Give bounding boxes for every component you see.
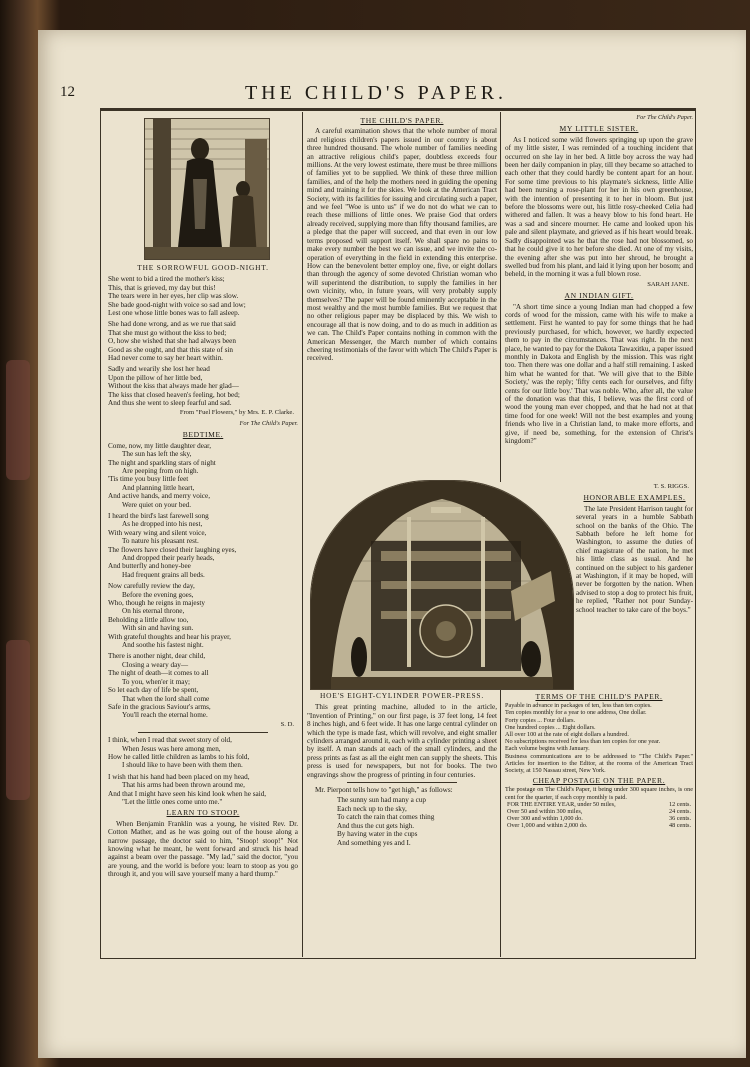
footer-rule xyxy=(100,958,696,959)
poem-line: So let each day of life be spent, xyxy=(108,686,199,695)
poem-line: And active hands, and merry voice, xyxy=(108,492,210,501)
poem-line: This, that is grieved, my day but this! xyxy=(108,283,216,292)
poem-line: And thus she went to sleep fearful and sad. xyxy=(108,399,232,408)
table-cell: Over 50 and within 300 miles, xyxy=(507,808,583,816)
poem-line: The sun has left the sky, xyxy=(122,450,192,459)
poem-line: And soothe his fastest night. xyxy=(122,641,204,650)
table-cell: 48 cents. xyxy=(669,822,691,830)
terms-line: Payable in advance in packages of ten, less than ten copies. xyxy=(505,702,652,710)
poem-line: And thus the cut gets high. xyxy=(337,821,415,830)
poem-bedtime xyxy=(108,442,298,720)
poem-line: Had never come to say her heart within. xyxy=(108,354,223,363)
header-rule xyxy=(100,110,696,111)
poem-line: And something yes and I. xyxy=(337,838,411,847)
table-row xyxy=(505,801,693,808)
table-cell: FOR THE ENTIRE YEAR, under 50 miles, xyxy=(507,800,616,808)
poem-line: I heard the bird's last farewell song xyxy=(108,511,209,520)
terms-box xyxy=(505,690,693,956)
poem-line: By having water in the cups xyxy=(337,830,418,839)
poem-line: On his eternal throne, xyxy=(122,607,185,616)
poem-line: She had done wrong, and as we rue that said xyxy=(108,320,236,329)
right-border xyxy=(695,110,696,958)
poem-line: I wish that his hand had been placed on my head, xyxy=(108,772,250,781)
middle-column-bottom xyxy=(307,690,497,956)
column-rule xyxy=(302,112,303,957)
poem-line: To catch the rain that comes thing xyxy=(337,813,435,822)
poem-line: To you, when'er it may; xyxy=(122,677,191,686)
terms-heading: TERMS OF THE CHILD'S PAPER. xyxy=(535,692,663,701)
terms-line: Each volume begins with January. xyxy=(505,745,590,753)
left-border xyxy=(100,110,101,958)
column-rule xyxy=(500,690,501,957)
binding-wear xyxy=(6,640,30,800)
poem-line: Sadly and wearily she lost her head xyxy=(108,365,210,374)
page-title: THE CHILD'S PAPER. xyxy=(244,82,508,104)
poem-line: Now carefully review the day, xyxy=(108,582,195,591)
honorable-examples-text: The late President Harrison taught for several years in a humble Sabbath school on the banks of the Ohio. The Sabbath before he left home for Washington, to assume the duties of chief magistrate of the nation, he met his little class as usual. And he continued on the subject to his gardener at Washington, if it may be hoped, will never be forgotten by the nation. When advised to stop a dog to protect his fruit, he replied, "Rather not pour Sunday-school teacher to take care of the boys." xyxy=(576,504,693,614)
article-signature: SARAH JANE. xyxy=(647,280,689,288)
poem-line: I think, when I read that sweet story of old, xyxy=(108,736,232,745)
table-cell: 36 cents. xyxy=(669,815,691,823)
poem-line: She went to bid a tired the mother's kiss; xyxy=(108,275,225,284)
learn-to-stoop-text: When Benjamin Franklin was a young, he visited Rev. Dr. Cotton Mather, and as he was going out of the house along a narrow passage, the doctor said to him, "Stoop! stoop!" Not knowing what he meant, he went forward and struck his head against a beam over the passage. "My lad," said the doctor, "you are young, and the world is before you: learn to stoop as you go through it, and you will save yourself many a hard thump." xyxy=(108,819,298,879)
terms-line: No subscriptions received for less than ten copies for one year. xyxy=(505,738,661,746)
poem-line: And dropped their pearly heads, xyxy=(122,554,215,562)
terms-line: Ten copies monthly for a year to one address, One dollar. xyxy=(505,709,647,717)
left-column xyxy=(108,262,298,956)
poem-line: How he called little children as lambs to his fold, xyxy=(108,752,250,761)
postage-heading: CHEAP POSTAGE ON THE PAPER. xyxy=(532,776,666,786)
credit-line: For The Child's Paper. xyxy=(239,419,298,427)
poem-line: Lest one whose little bones was to fall asleep. xyxy=(108,309,240,318)
poem-line: The tears were in her eyes, her clip was slow. xyxy=(108,292,239,301)
poem-line: The sunny sun had many a cup xyxy=(337,796,427,805)
bedtime-heading: BEDTIME. xyxy=(182,430,224,440)
poem-source: From "Fuel Flowers," by Mrs. E. P. Clarke. xyxy=(179,408,294,416)
poem-line: The flowers have closed their laughing eyes, xyxy=(108,545,237,554)
power-press-engraving xyxy=(310,480,574,690)
right-column-top xyxy=(505,114,693,480)
pierpont-intro: Mr. Pierpont tells how to "get high," as follows: xyxy=(315,786,453,795)
pierpont-verse xyxy=(307,796,497,846)
poem-line: She bade good-night with voice so sad and low; xyxy=(108,300,246,309)
table-row xyxy=(505,815,693,822)
poem-line: The night of death—it comes to all xyxy=(108,669,209,678)
page-header xyxy=(60,84,692,106)
sorrowful-goodnight-engraving xyxy=(144,118,270,260)
right-column-wrap xyxy=(576,482,693,688)
table-cell: Over 300 and within 1,000 do. xyxy=(507,815,583,823)
engraving-caption: THE SORROWFUL GOOD-NIGHT. xyxy=(137,263,269,272)
poem-line: As he dropped into his nest, xyxy=(122,520,203,529)
my-little-sister-text: As I noticed some wild flowers springing up upon the grave of my little sister, I was reminded of a touching incident that occurred on she lay in her bed. A little boy across the way had been her daily companion in play, till they became so attached to each other that they could hardly be content apart for an hour. For some time previous to his playmate's sickness, little Allie had been nursing a rose-plant for her in his own greenhouse, with the intention of presenting it to her in bloom. But just before the blossoms were out, his little rosy-cheeked Celia had withered and fallen. It was a heavy blow to his fond heart. He was a sad and sincere mourner. He came and looked upon his pale and silent playmate, and grieved as if his heart would break. Sadly disappointed was he that the rose had not blossomed, so that he could give it to her before she died. At one of my visits, the evening after she was put into her shroud, he brought a swelled bud from his plant, and laid it lying upon her bosom; and beheld, in the morning it was a full blown rose. xyxy=(505,135,693,279)
table-row xyxy=(505,822,693,829)
postage-intro: The postage on The Child's Paper, it being under 300 square inches, is one cent for the quarter, if each copy monthly is paid. xyxy=(505,786,693,801)
column-rule xyxy=(500,112,501,482)
poem-line: And planning little heart, xyxy=(122,483,195,492)
table-cell: 12 cents. xyxy=(669,800,691,808)
terms-line: All over 100 at the rate of eight dollars a hundred. xyxy=(505,731,629,739)
poem-line: 'Tis time you busy little feet xyxy=(108,475,189,484)
childs-paper-heading: THE CHILD'S PAPER. xyxy=(360,116,444,125)
poem-line: Without the kiss that always made her glad— xyxy=(108,382,239,391)
poem-line: Beholding a little allow too, xyxy=(108,615,189,624)
poem-line: Are peeping from on high. xyxy=(122,466,199,475)
poem-line: That his arms had been thrown around me, xyxy=(122,781,245,790)
my-little-sister-heading: MY LITTLE SISTER. xyxy=(559,124,639,134)
poem-line: You'll reach the eternal home. xyxy=(122,711,208,720)
power-press-text: This great printing machine, alluded to in the article, "Invention of Printing," on our first page, is 37 feet long, 14 feet 8 inches high, and 6 feet wide. It has one large central cylinder on which the type is made fast, which will revolve, and eight smaller cylinders arranged around it, each with a cylinder printing a sheet by itself. A man stands at each of the small cylinders, and the press prints as fast as all the eight men can supply the sheets. This press is used for newspapers, but not for books. The two engravings show the progress of printing in four centuries. xyxy=(307,703,497,779)
terms-line: One hundred copies ... Eight dollars. xyxy=(505,723,596,731)
poem-line: Before the evening goes, xyxy=(122,590,194,599)
poem-line: That she must go without the kiss to bed; xyxy=(108,328,227,337)
poem-line: Had frequent grains all beds. xyxy=(122,570,205,579)
poem-line: Good as she ought, and that this state of sin xyxy=(108,345,233,354)
mother-child-illustration xyxy=(145,119,269,259)
poem-line: O, how she wished that she had always been xyxy=(108,337,236,346)
engraving-caption: HOE'S EIGHT-CYLINDER POWER-PRESS. xyxy=(320,691,484,700)
page-number: 12 xyxy=(60,84,75,100)
table-cell: 24 cents. xyxy=(669,808,691,816)
poem-line: With weary wing and silent voice, xyxy=(108,528,207,537)
poem-line: Each neck up to the sky, xyxy=(337,804,407,813)
poem-signature: S. D. xyxy=(280,720,294,728)
printing-press-illustration xyxy=(311,481,573,689)
separator xyxy=(347,782,457,783)
middle-column xyxy=(307,114,497,480)
poem-line: Come, now, my little daughter dear, xyxy=(108,441,212,450)
learn-to-stoop-heading: LEARN TO STOOP. xyxy=(166,808,240,818)
poem-line: Were quiet on your bed. xyxy=(122,500,192,509)
poem-sorrowful-goodnight xyxy=(108,275,298,407)
childs-paper-text: A careful examination shows that the whole number of moral and religious children's papers issued in our country is about three hundred thousand. The whole number of families needing an attractive religious child's paper, doubtless exceeds four millions. At the very lowest estimate, there must be three millions of families yet to be supplied. We think of these three million families, and of the help the mothers need in guiding the opening mind and training it for the skies. We look at the American Tract Society, with its facilities for issuing and circulating such a paper, and we feel "Woe is unto us" if we do not do what we can to reach these millions of little ones. We praise God that orders already received, supplying more than fifty thousand families, are a pledge that the paper will succeed, and that even in our low terms proposed will support itself. We shall spare no pains to make every number the best we can issue, and we invite the co-operation of everything in the field in extending this enterprise. How can the benevolent better employ one, five, or eight dollars than through the agency of some devoted Christian woman who will superintend the distribution, to supply the families in her own vicinity, who, in future years, will very probably supply themselves? The paper will be found eminently acceptable in the most wealthy and the most humble families. But we request that no other religious paper may be displaced by this. We wish to encourage all that is now doing, and to do as much in addition as we can. The Child's Paper contains nothing in common with the American Messenger, the March number of which contains cheering testimonials of the favor with which The Child's Paper is received. xyxy=(307,127,497,363)
article-signature: T. S. RIGGS. xyxy=(653,483,689,490)
verse-story-of-old xyxy=(108,736,298,806)
table-row xyxy=(505,808,693,815)
poem-line: Upon the pillow of her little bed, xyxy=(108,373,203,382)
poem-line: To nature his pleasant rest. xyxy=(122,537,199,546)
indian-gift-text: "A short time since a young Indian man had chopped a few cords of wood for the mission, came with his wife to make a settlement. First he wanted to pay for some things that he had previously purchased, for which, however, we hardly expected them to pay in the circumstances. That was right. In the next place, he wanted to pay for the Dakota Tawaxitku, a paper issued monthly in Dakota and English by the mission. This was right too. Then there was one dollar and a half still remaining. I asked him what he wanted for that. 'We will give that to the Bible Society,' was the reply; 'fifty cents each for ourselves, and fifty cents for our little boy.' That was noble. Who, after all, the value of the donation was that this, I believe, was the first cord of wood the young man ever chopped, and that he had not at that time food for one week! Will not the best examples and young friends who live in a Christian land, to make more efforts, and give, if need be, something, for the extension of Christ's kingdom?" xyxy=(505,302,693,446)
poem-line: The night and sparkling stars of night xyxy=(108,458,216,467)
poem-line: The kiss that closed heaven's feeling, hot bed; xyxy=(108,390,240,399)
table-cell: Over 1,000 and within 2,000 do. xyxy=(507,822,588,830)
poem-line: When Jesus was here among men, xyxy=(122,744,221,753)
honorable-examples-heading: HONORABLE EXAMPLES. xyxy=(583,493,686,503)
poem-line: That when the lord shall come xyxy=(122,694,210,703)
terms-line: Business communications are to be addressed to "The Child's Paper." Articles for insertion to the Editor, at the rooms of the American Tract Society, at 150 Nassau street, New York. xyxy=(505,752,693,775)
binding-wear xyxy=(6,360,30,480)
indian-gift-heading: AN INDIAN GIFT. xyxy=(564,291,634,301)
separator xyxy=(138,732,268,733)
poem-line: Safe in the gracious Saviour's arms, xyxy=(108,702,211,711)
credit-line: For The Child's Paper. xyxy=(636,114,693,121)
poem-line: Who, though he reigns in majesty xyxy=(108,599,206,608)
poem-line: I should like to have been with them then. xyxy=(122,761,243,770)
poem-line: With sin and having sun. xyxy=(122,624,194,633)
poem-line: Closing a weary day— xyxy=(122,660,189,669)
poem-line: "Let the little ones come unto me." xyxy=(122,797,223,806)
postage-table xyxy=(505,801,693,830)
poem-line: With grateful thoughts and hear his prayer, xyxy=(108,632,231,641)
poem-line: And butterfly and honey-bee xyxy=(108,562,191,571)
poem-line: There is another night, dear child, xyxy=(108,652,206,661)
terms-line: Forty copies ... Four dollars. xyxy=(505,716,576,724)
poem-line: And that I might have seen his kind look when he said, xyxy=(108,789,267,798)
